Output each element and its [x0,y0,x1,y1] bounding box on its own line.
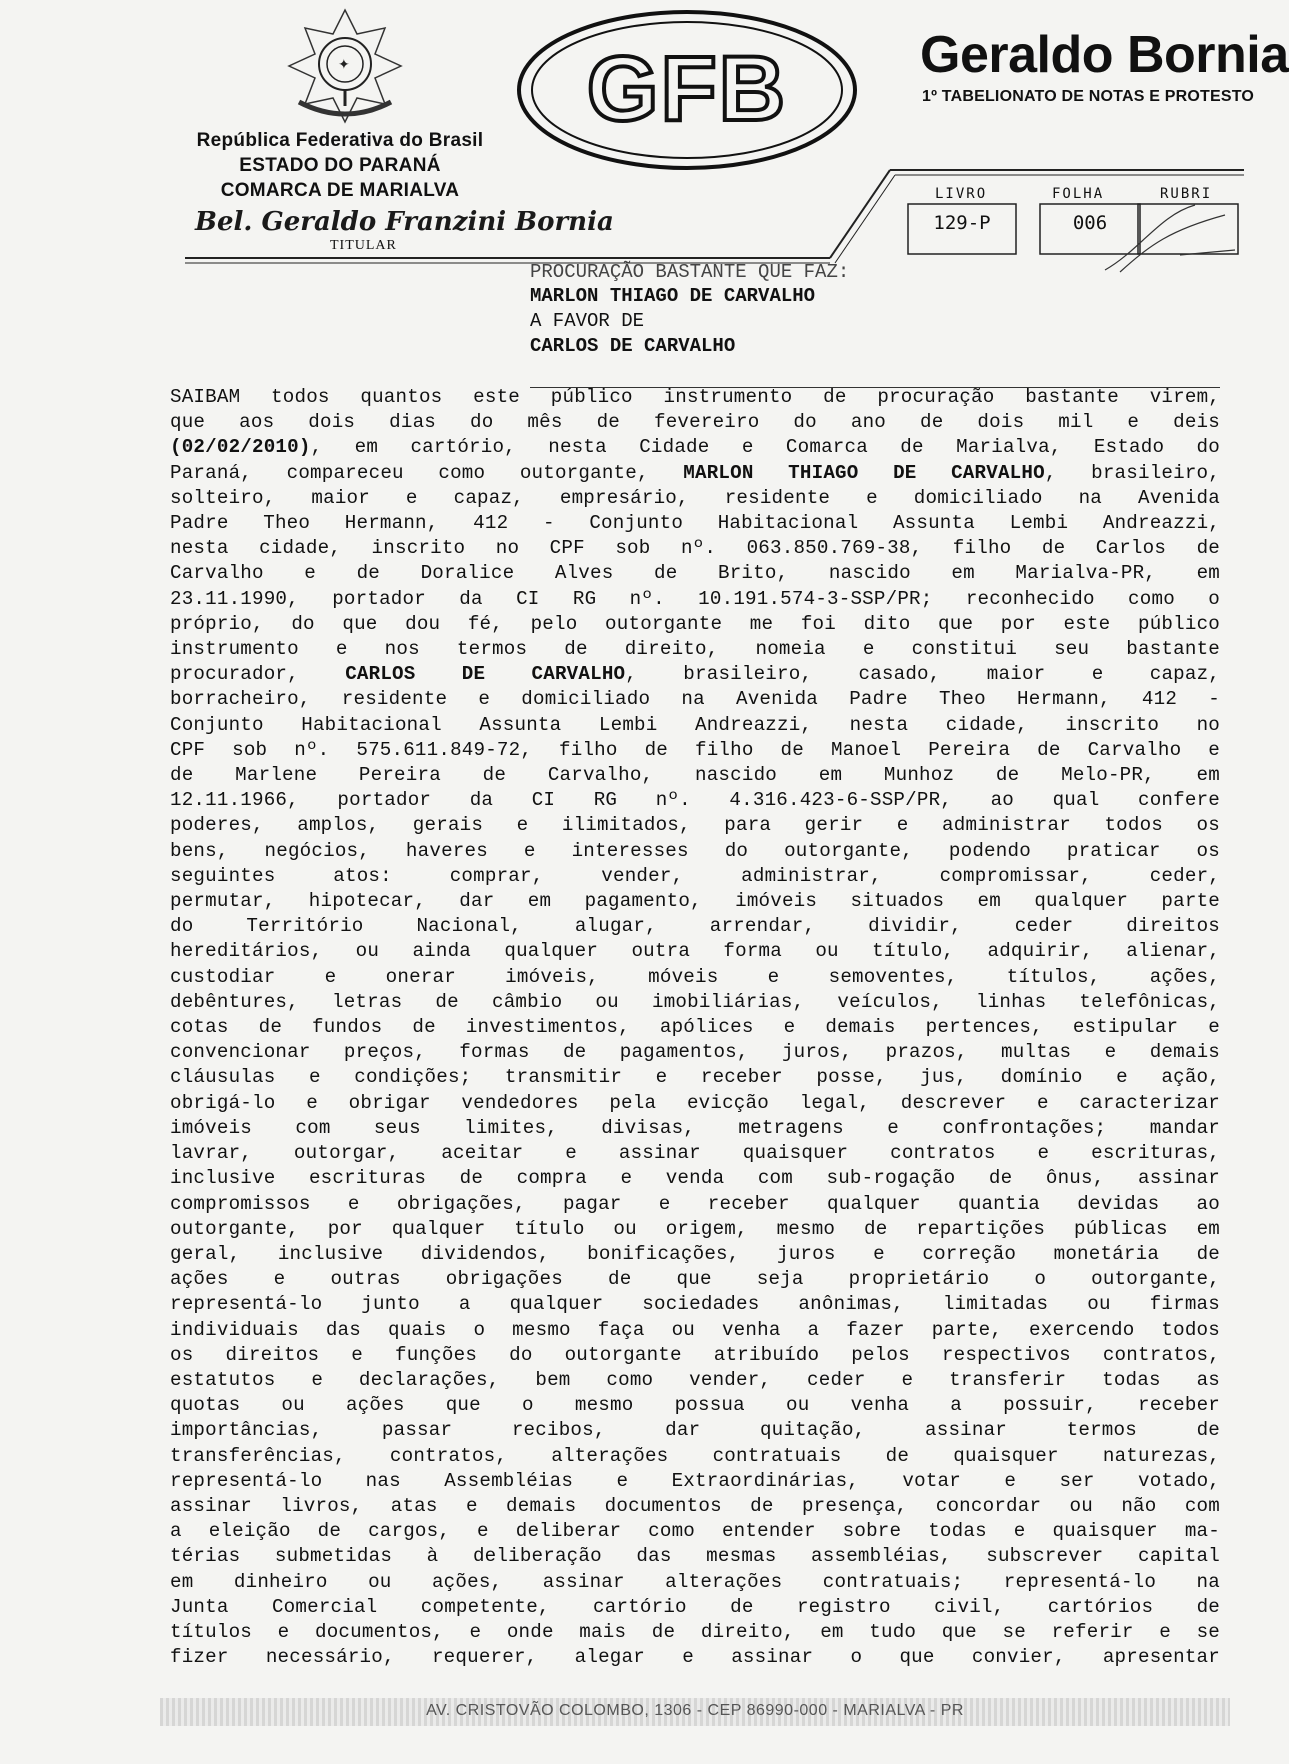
body-line: solteiro, maior e capaz, empresário, residente e domiciliado na Avenida [170,486,1220,509]
body-line: títulos e documentos, e onde mais de direito, em tudo que se referir e se [170,1620,1220,1643]
body-line: permutar, hipotecar, dar em pagamento, imóveis situados em qualquer parte [170,890,1220,913]
title-grantee: CARLOS DE CARVALHO [530,335,736,357]
title-grantor: MARLON THIAGO DE CARVALHO [530,285,816,307]
body-line: individuais das quais o mesmo faça ou venha a fazer parte, exercendo todos [170,1318,1220,1341]
body-line: importâncias, passar recibos, dar quitação, assinar termos de [170,1419,1220,1442]
body-line: cotas de fundos de investimentos, apólices e demais pertences, estipular e [170,1016,1220,1039]
body-line: cláusulas e condições; transmitir e receber posse, jus, domínio e ação, [170,1066,1220,1089]
body-line: borracheiro, residente e domiciliado na Avenida Padre Theo Hermann, 412 - [170,688,1220,711]
body-line: CPF sob nº. 575.611.849-72, filho de filho de Manoel Pereira de Carvalho e [170,738,1220,761]
folha-label: FOLHA [1052,186,1105,202]
body-line: (02/02/2010), em cartório, nesta Cidade e Comarca de Marialva, Estado do [170,436,1220,459]
body-line: bens, negócios, haveres e interesses do outorgante, podendo praticar os [170,839,1220,862]
body-line: compromissos e obrigações, pagar e receber qualquer quantia devidas ao [170,1192,1220,1215]
body-line: nesta cidade, inscrito no CPF sob nº. 063.850.769-38, filho de Carlos de [170,537,1220,560]
gfb-logo-text: GFB [586,38,788,140]
body-line: de Marlene Pereira de Carvalho, nascido em Munhoz de Melo-PR, em [170,764,1220,787]
body-line: Conjunto Habitacional Assunta Lembi Andreazzi, nesta cidade, inscrito no [170,713,1220,736]
body-line: Junta Comercial competente, cartório de registro civil, cartórios de [170,1595,1220,1618]
footer-address: AV. CRISTOVÃO COLOMBO, 1306 - CEP 86990-000 - MARIALVA - PR [426,1702,964,1719]
body-line: imóveis com seus limites, divisas, metragens e confrontações; mandar [170,1116,1220,1139]
body-line: poderes, amplos, gerais e ilimitados, para gerir e administrar todos os [170,814,1220,837]
livro-value: 129-P [933,212,991,234]
rubrica-label: RUBRI [1160,186,1213,202]
body-line: 23.11.1990, portador da CI RG nº. 10.191.574-3-SSP/PR; reconhecido como o [170,587,1220,610]
body-line: que aos dois dias do mês de fevereiro do ano de dois mil e deis [170,411,1220,434]
notary-title: TITULAR [330,238,397,253]
livro-label: LIVRO [935,186,988,202]
body-line: a eleição de cargos, e deliberar como entender sobre todas e quaisquer ma- [170,1520,1220,1543]
body-line: geral, inclusive dividendos, bonificações, juros e correção monetária de [170,1242,1220,1265]
body-line: estatutos e declarações, bem como vender, ceder e transferir todas as [170,1368,1220,1391]
body-line: em dinheiro ou ações, assinar alterações contratuais; representá-lo na [170,1570,1220,1593]
body-line: procurador, CARLOS DE CARVALHO, brasileiro, casado, maior e capaz, [170,663,1221,686]
body-line: convencionar preços, formas de pagamentos, juros, prazos, multas e demais [170,1041,1220,1064]
body-line: ações e outras obrigações de que seja proprietário o outorgante, [170,1268,1220,1291]
body-line: instrumento e nos termos de direito, nomeia e constitui seu bastante [170,638,1220,661]
body-line: assinar livros, atas e demais documentos de presença, concordar ou não com [170,1494,1220,1517]
coat-of-arms-seal [285,6,405,126]
body-line: quotas ou ações que o mesmo possua ou venha a possuir, receber [170,1394,1220,1417]
body-line: os direitos e funções do outorgante atribuído pelos respectivos contratos, [170,1343,1220,1366]
body-line: obrigá-lo e obrigar vendedores pela evicção legal, descrever e caracterizar [170,1091,1220,1114]
body-line: fizer necessário, requerer, alegar e assinar o que convier, apresentar [170,1646,1220,1669]
title-line-1: PROCURAÇÃO BASTANTE QUE FAZ: [530,261,850,283]
body-line: debêntures, letras de câmbio ou imobiliárias, veículos, linhas telefônicas, [170,990,1220,1013]
gov-line-republica: República Federativa do Brasil [196,130,484,151]
gfb-logo [515,8,860,173]
body-line: SAIBAM todos quantos este público instrumento de procuração bastante virem, [170,386,1220,408]
notary-name: Bel. Geraldo Franzini Bornia [195,207,614,237]
body-line: transferências, contratos, alterações contratuais de quaisquer naturezas, [170,1444,1220,1467]
body-line: próprio, do que dou fé, pelo outorgante me foi dito que por este público [170,612,1220,635]
body-line: representá-lo junto a qualquer sociedades anônimas, limitadas ou firmas [170,1293,1220,1316]
body-line: Paraná, compareceu como outorgante, MARLON THIAGO DE CARVALHO, brasileiro, [170,461,1220,484]
deed-body [170,385,1220,1675]
body-line: Carvalho e de Doralice Alves de Brito, nascido em Marialva-PR, em [170,562,1220,585]
body-line: 12.11.1966, portador da CI RG nº. 4.316.423-6-SSP/PR, ao qual confere [170,789,1220,812]
body-line: representá-lo nas Assembléias e Extraordinárias, votar e ser votado, [170,1469,1220,1492]
body-line: do Território Nacional, alugar, arrendar, dividir, ceder direitos [170,915,1220,938]
body-line: hereditários, ou ainda qualquer outra forma ou título, adquirir, alienar, [170,940,1220,963]
svg-text:✦: ✦ [338,57,350,73]
body-line: lavrar, outorgar, aceitar e assinar quaisquer contratos e escrituras, [170,1142,1220,1165]
gov-line-estado: ESTADO DO PARANÁ [239,155,441,176]
body-line: outorgante, por qualquer título ou origem, mesmo de repartições públicas em [170,1217,1220,1240]
body-line: inclusive escrituras de compra e venda com sub-rogação de ônus, assinar [170,1167,1220,1190]
brand-subtitle: 1º TABELIONATO DE NOTAS E PROTESTO [922,88,1255,105]
gov-line-comarca: COMARCA DE MARIALVA [220,180,460,201]
body-line: custodiar e onerar imóveis, móveis e semoventes, títulos, ações, [170,965,1220,988]
body-line: seguintes atos: comprar, vender, administrar, compromissar, ceder, [170,864,1220,887]
body-line: térias submetidas à deliberação das mesmas assembléias, subscrever capital [170,1545,1220,1568]
folha-value: 006 [1072,212,1108,234]
title-line-3: A FAVOR DE [530,310,645,332]
brand-name: Geraldo Bornia [920,26,1289,84]
body-line: Padre Theo Hermann, 412 - Conjunto Habitacional Assunta Lembi Andreazzi, [170,512,1220,535]
